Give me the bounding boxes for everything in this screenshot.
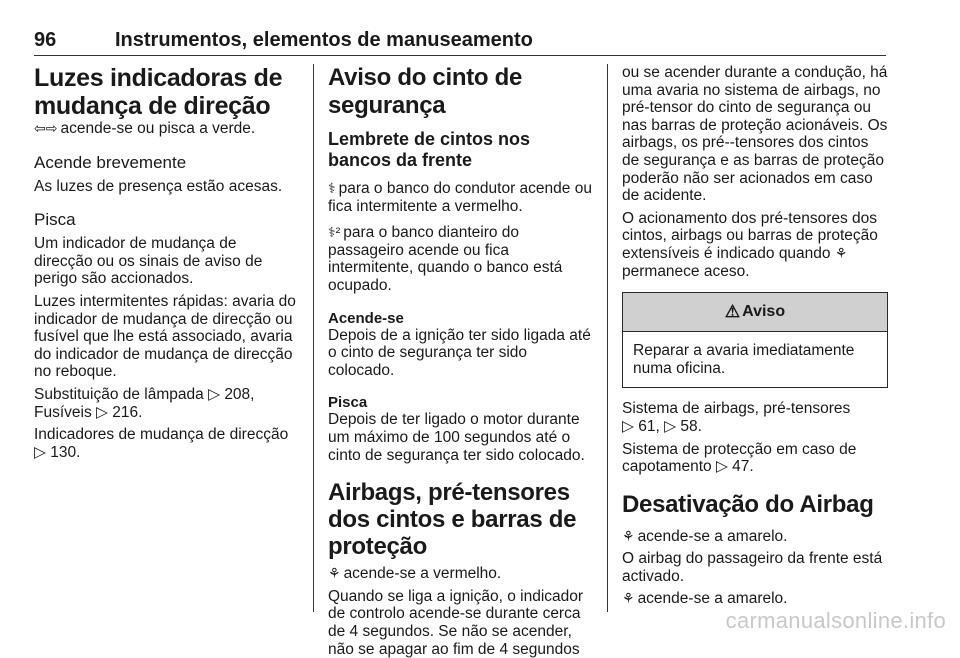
fast-flashing-text: Luzes intermitentes rápidas: avaria do indicador de mudança de direcção ou fusível que lhe está associado, avaria do indicador de mudança de direcção no reboque.	[34, 292, 296, 381]
header-rule	[34, 55, 886, 56]
airbag-on-text: ⚘ acende-se a amarelo.	[622, 527, 788, 545]
heading-flashing-belt: Pisca	[328, 394, 368, 412]
passenger-belt-text: ⚕² para o banco dianteiro do passageiro acende ou fica intermitente, quando o banco está ocupado.	[328, 224, 563, 294]
column-divider	[607, 64, 608, 612]
heading-flashing: Pisca	[34, 210, 76, 230]
page-ref-link[interactable]: 130.	[50, 443, 81, 461]
seatbelt-passenger-icon: ⚕²	[328, 224, 341, 241]
column-divider	[313, 64, 314, 612]
flashing-text: Um indicador de mudança de direcção ou os sinais de aviso de perigo são accionados.	[34, 235, 263, 288]
page-ref-link[interactable]: 216.	[112, 403, 143, 421]
airbag-system-reference: Sistema de airbags, pré-tensores ▷ 61, ▷ 58.	[622, 400, 851, 435]
page-ref-icon: ▷	[664, 417, 677, 435]
page-ref-link[interactable]: 61,	[638, 417, 660, 435]
page-ref-icon: ▷	[208, 385, 220, 403]
page-number: 96	[34, 29, 57, 51]
ignition-text: Quando se liga a ignição, o indicador de controlo acende-se durante cerca de 4 segundos. Se não se acender, não se apagar ao fim de 4 segundos	[328, 587, 584, 658]
column-1	[34, 64, 298, 461]
heading-seatbelt-warning: Aviso do cinto de segurança	[328, 64, 523, 119]
deployment-text: O acionamento dos pré-tensores dos cintos, airbags ou barras de proteção extensíveis é indicado quando ⚘ permanece aceso.	[622, 209, 878, 280]
warning-text: Reparar a avaria imediatamente numa oficina.	[633, 342, 855, 377]
page-ref-icon: ▷	[34, 443, 46, 461]
running-header-title: Instrumentos, elementos de manuseamento	[115, 29, 533, 51]
column-3	[622, 64, 888, 608]
column-2	[328, 64, 594, 658]
warning-header: ⚠ Aviso	[623, 293, 887, 332]
page-ref-link[interactable]: 58.	[680, 417, 702, 435]
watermark: carmanualsonline.info	[725, 608, 946, 633]
seatbelt-driver-icon: ⚕	[328, 180, 336, 196]
rollover-reference: Sistema de protecção em caso de capotamento ▷ 47.	[622, 440, 857, 476]
page-ref-link[interactable]: 208,	[224, 385, 255, 403]
heading-front-seat-reminder: Lembrete de cintos nos bancos da frente	[328, 129, 531, 170]
briefly-on-text: As luzes de presença estão acesas.	[34, 177, 283, 195]
airbag-off-icon: ⚘	[622, 590, 635, 607]
warning-box	[622, 292, 888, 388]
page-ref-icon: ▷	[622, 417, 634, 435]
airbag-icon: ⚘	[834, 244, 848, 261]
airbag-red-text: ⚘ acende-se a vermelho.	[328, 565, 502, 583]
page-ref-link[interactable]: 47.	[732, 458, 754, 476]
airbag-off-text: ⚘ acende-se a amarelo.	[622, 590, 788, 608]
flashing-belt-text: Depois de ter ligado o motor durante um máximo de 100 segundos até o cinto de segurança ter sido colocado.	[328, 411, 585, 464]
heading-airbag-deactivation: Desativação do Airbag	[622, 490, 874, 518]
heading-lights-up: Acende-se	[328, 309, 404, 327]
heading-turn-signals: Luzes indicadoras de mudança de direção	[34, 64, 283, 120]
lights-up-text: Depois de a ignição ter sido ligada até o cinto de segurança ter sido colocado.	[328, 326, 591, 379]
airbag-fault-text: ou se acender durante a condução, há uma avaria no sistema de airbags, no pré-tensor do cinto de segurança ou nas barras de proteção acionáveis. Os airbags, os pré--tensores dos cintos de segurança e as barras de proteção poderão não ser acionados em caso de acidente.	[622, 64, 888, 205]
passenger-airbag-active-text: O airbag do passageiro da frente está activado.	[622, 550, 883, 585]
page-ref-icon: ▷	[715, 458, 728, 476]
warning-triangle-icon: ⚠	[724, 302, 741, 322]
airbag-icon: ⚘	[328, 565, 341, 582]
heading-airbags: Airbags, pré-tensores dos cintos e barras de proteção	[328, 479, 577, 561]
turn-arrows-icon: ⇦⇨	[34, 120, 58, 136]
heading-briefly-on: Acende brevemente	[34, 152, 187, 172]
turn-signal-text: ⇦⇨ acende-se ou pisca a verde.	[34, 120, 256, 137]
airbag-on-icon: ⚘	[622, 527, 635, 544]
page-ref-icon: ▷	[96, 403, 108, 421]
indicator-reference: Indicadores de mudança de direcção ▷ 130.	[34, 426, 289, 461]
bulb-reference: Substituição de lâmpada ▷ 208, Fusíveis ▷ 216.	[34, 385, 255, 421]
driver-belt-text: ⚕ para o banco do condutor acende ou fica intermitente a vermelho.	[328, 180, 592, 215]
